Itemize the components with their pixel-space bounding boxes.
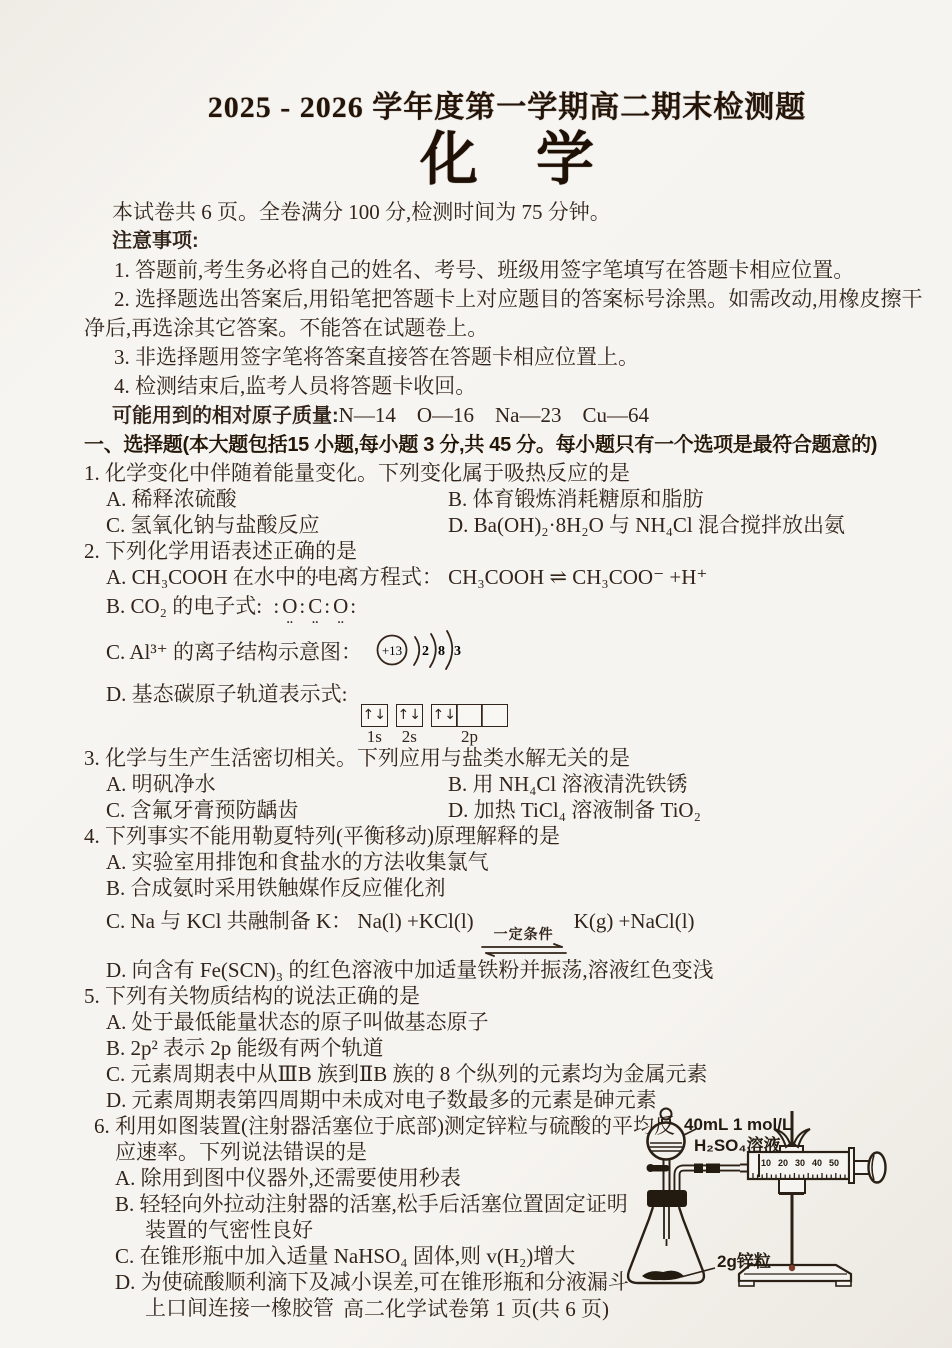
rubber-stopper (647, 1190, 687, 1207)
option-b: B. 用 NH₄Cl 溶液清洗铁锈 (448, 772, 688, 796)
page-content (84, 80, 930, 1321)
question-options (84, 486, 930, 538)
atomic-mass-label: 可能用到的相对原子质量: (112, 405, 339, 427)
orbital-box: ↑↓ (396, 704, 423, 727)
atomic-mass-values: N—14 O—16 Na—23 Cu—64 (338, 403, 649, 427)
funnel-stem-inner (664, 1207, 669, 1246)
question-6 (84, 1113, 930, 1321)
notes-heading: 注意事项: (112, 230, 199, 252)
acid-label-line2: H₂SO₄溶液 (694, 1136, 781, 1155)
option-d: D. Ba(OH)₂·8H₂O 与 NH₄Cl 混合搅拌放出氨 (448, 513, 846, 537)
delivery-tube (677, 1164, 740, 1191)
question-stem: 2. 下列化学用语表述正确的是 (84, 539, 357, 563)
option-a: A. 稀释浓硫酸 (106, 487, 237, 511)
option-a: A. 实验室用排饱和食盐水的方法收集氯气 (106, 850, 489, 874)
option-d: D. 为使硫酸顺利滴下及减小误差,可在锥形瓶和分液漏斗上口间连接一橡胶管 (115, 1270, 629, 1320)
option-c-label: C. Al³⁺ 的离子结构示意图： (106, 640, 362, 664)
option-c: C. 含氟牙膏预防龋齿 (106, 798, 299, 822)
option-c: C. 氢氧化钠与盐酸反应 (106, 513, 320, 537)
question-stem: 6. 利用如图装置(注射器活塞位于底部)测定锌粒与硫酸的平均反应速率。下列说法错误的是 (94, 1114, 675, 1164)
option-d (84, 674, 930, 745)
electron-dot-formula: :¨ O ¨:¨ C ¨:¨ O ¨: (273, 594, 357, 618)
orbital-box (456, 704, 483, 727)
exam-title: 2025 - 2026 学年度第一学期高二期末检测题 (207, 91, 807, 124)
question-stem: 4. 下列事实不能用勒夏特列(平衡移动)原理解释的是 (84, 824, 560, 848)
option-c (84, 901, 930, 957)
option-b: B. 合成氨时采用铁触媒作反应催化剂 (106, 876, 446, 900)
zinc-label: 2g锌粒 (717, 1252, 771, 1271)
option-c-post: K(g) +NaCl(l) (573, 909, 695, 933)
question-3 (84, 745, 930, 823)
funnel-stopper (661, 1109, 672, 1120)
nucleus-charge: +13 (382, 643, 403, 658)
scale-number: 20 (778, 1158, 789, 1168)
option-a: A. CH₃COOH 在水中的电离方程式： CH₃COOH ⇌ CH₃COO⁻ +H⁺ (106, 565, 708, 589)
rubber-connector (706, 1164, 720, 1174)
option-d: D. 加热 TiCl₄ 溶液制备 TiO₂ (448, 798, 701, 822)
orbital-box (481, 704, 508, 727)
sublevel-label: 2s (401, 727, 417, 746)
scale-number: 30 (795, 1158, 806, 1168)
option-b (84, 590, 930, 622)
scale-number: 50 (829, 1158, 840, 1168)
question-4 (84, 823, 930, 983)
orbital-box: ↑↓ (361, 704, 388, 727)
conical-flask (628, 1190, 704, 1283)
subject-title: 化 学 (419, 127, 594, 192)
syringe-tip (740, 1165, 748, 1172)
ion-structure-diagram (373, 622, 479, 674)
zinc-granules (642, 1271, 684, 1281)
question-stem: 5. 下列有关物质结构的说法正确的是 (84, 984, 420, 1008)
sublevel-label: 2p (460, 727, 478, 746)
funnel-bulb (648, 1123, 685, 1160)
note-item: 2. 选择题选出答案后,用铅笔把答题卡上对应题目的答案标号涂黑。如需改动,用橡皮擦干净后,再选涂其它答案。不能答在试题卷上。 (84, 287, 923, 340)
rubber-connector (694, 1164, 703, 1174)
question-options (84, 771, 930, 823)
shell-electrons: 8 (438, 644, 446, 659)
option-d: D. 向含有 Fe(SCN)₃ 的红色溶液中加适量铁粉并振荡,溶液红色变浅 (106, 958, 714, 982)
shell-electrons: 3 (454, 644, 462, 659)
clamp-screw (789, 1265, 795, 1271)
zinc-leader-line (681, 1268, 715, 1277)
orbital-box: ↑↓ (431, 704, 458, 727)
orbital-diagram (361, 704, 508, 745)
plunger-knob (869, 1153, 886, 1183)
option-b: B. 2p² 表示 2p 能级有两个轨道 (106, 1036, 384, 1060)
scale-number: 40 (812, 1158, 823, 1168)
shell-electrons: 2 (422, 644, 430, 659)
reaction-condition-arrow (479, 929, 569, 957)
note-item: 4. 检测结束后,监考人员将答题卡收回。 (114, 374, 477, 398)
scale-number: 10 (761, 1158, 772, 1168)
section-heading: 一、选择题(本大题包括15 小题,每小题 3 分,共 45 分。每小题只有一个选项是最符合题意的) (84, 434, 878, 456)
option-d: D. 元素周期表第四周期中未成对电子数最多的元素是砷元素 (106, 1088, 657, 1112)
option-c-pre: C. Na 与 KCl 共融制备 K： Na(l) +KCl(l) (106, 909, 474, 933)
question-2 (84, 538, 930, 745)
option-d-label: D. 基态碳原子轨道表示式: (106, 682, 348, 706)
question-1 (84, 460, 930, 538)
question-stem: 3. 化学与生产生活密切相关。下列应用与盐类水解无关的是 (84, 746, 630, 770)
option-b-label: B. CO₂ 的电子式: (106, 594, 263, 618)
option-a: A. 除用到图中仪器外,还需要使用秒表 (115, 1166, 461, 1190)
question-stem: 1. 化学变化中伴随着能量变化。下列变化属于吸热反应的是 (84, 461, 630, 485)
option-c (84, 622, 930, 674)
equilibrium-arrow (479, 943, 569, 957)
note-item: 1. 答题前,考生务必将自己的姓名、考号、班级用签字笔填写在答题卡相应位置。 (114, 258, 855, 282)
option-b: B. 轻轻向外拉动注射器的活塞,松手后活塞位置固定证明装置的气密性良好 (115, 1192, 628, 1242)
note-item: 3. 非选择题用签字笔将答案直接答在答题卡相应位置上。 (114, 345, 639, 369)
option-c: C. 元素周期表中从ⅢB 族到ⅡB 族的 8 个纵列的元素均为金属元素 (106, 1062, 708, 1086)
page-footer: 高二化学试卷第 1 页(共 6 页) (343, 1297, 609, 1321)
question-5 (84, 983, 930, 1113)
acid-liquid (649, 1143, 683, 1151)
sublevel-label: 1s (366, 727, 382, 746)
option-a: A. 明矾净水 (106, 772, 216, 796)
option-a: A. 处于最低能量状态的原子叫做基态原子 (106, 1010, 489, 1034)
apparatus-diagram (618, 1105, 950, 1311)
condition-text: 一定条件 (493, 928, 554, 943)
clamp-block (779, 1179, 805, 1193)
atomic-mass-line (112, 401, 930, 431)
exam-info: 本试卷共 6 页。全卷满分 100 分,检测时间为 75 分钟。 (112, 200, 611, 224)
option-b: B. 体育锻炼消耗糖原和脂肪 (448, 487, 704, 511)
acid-label-line1: 40mL 1 mol/L (684, 1115, 793, 1134)
option-c: C. 在锥形瓶中加入适量 NaHSO₄ 固体,则 v(H₂)增大 (115, 1244, 576, 1268)
plunger-rod (854, 1161, 869, 1174)
